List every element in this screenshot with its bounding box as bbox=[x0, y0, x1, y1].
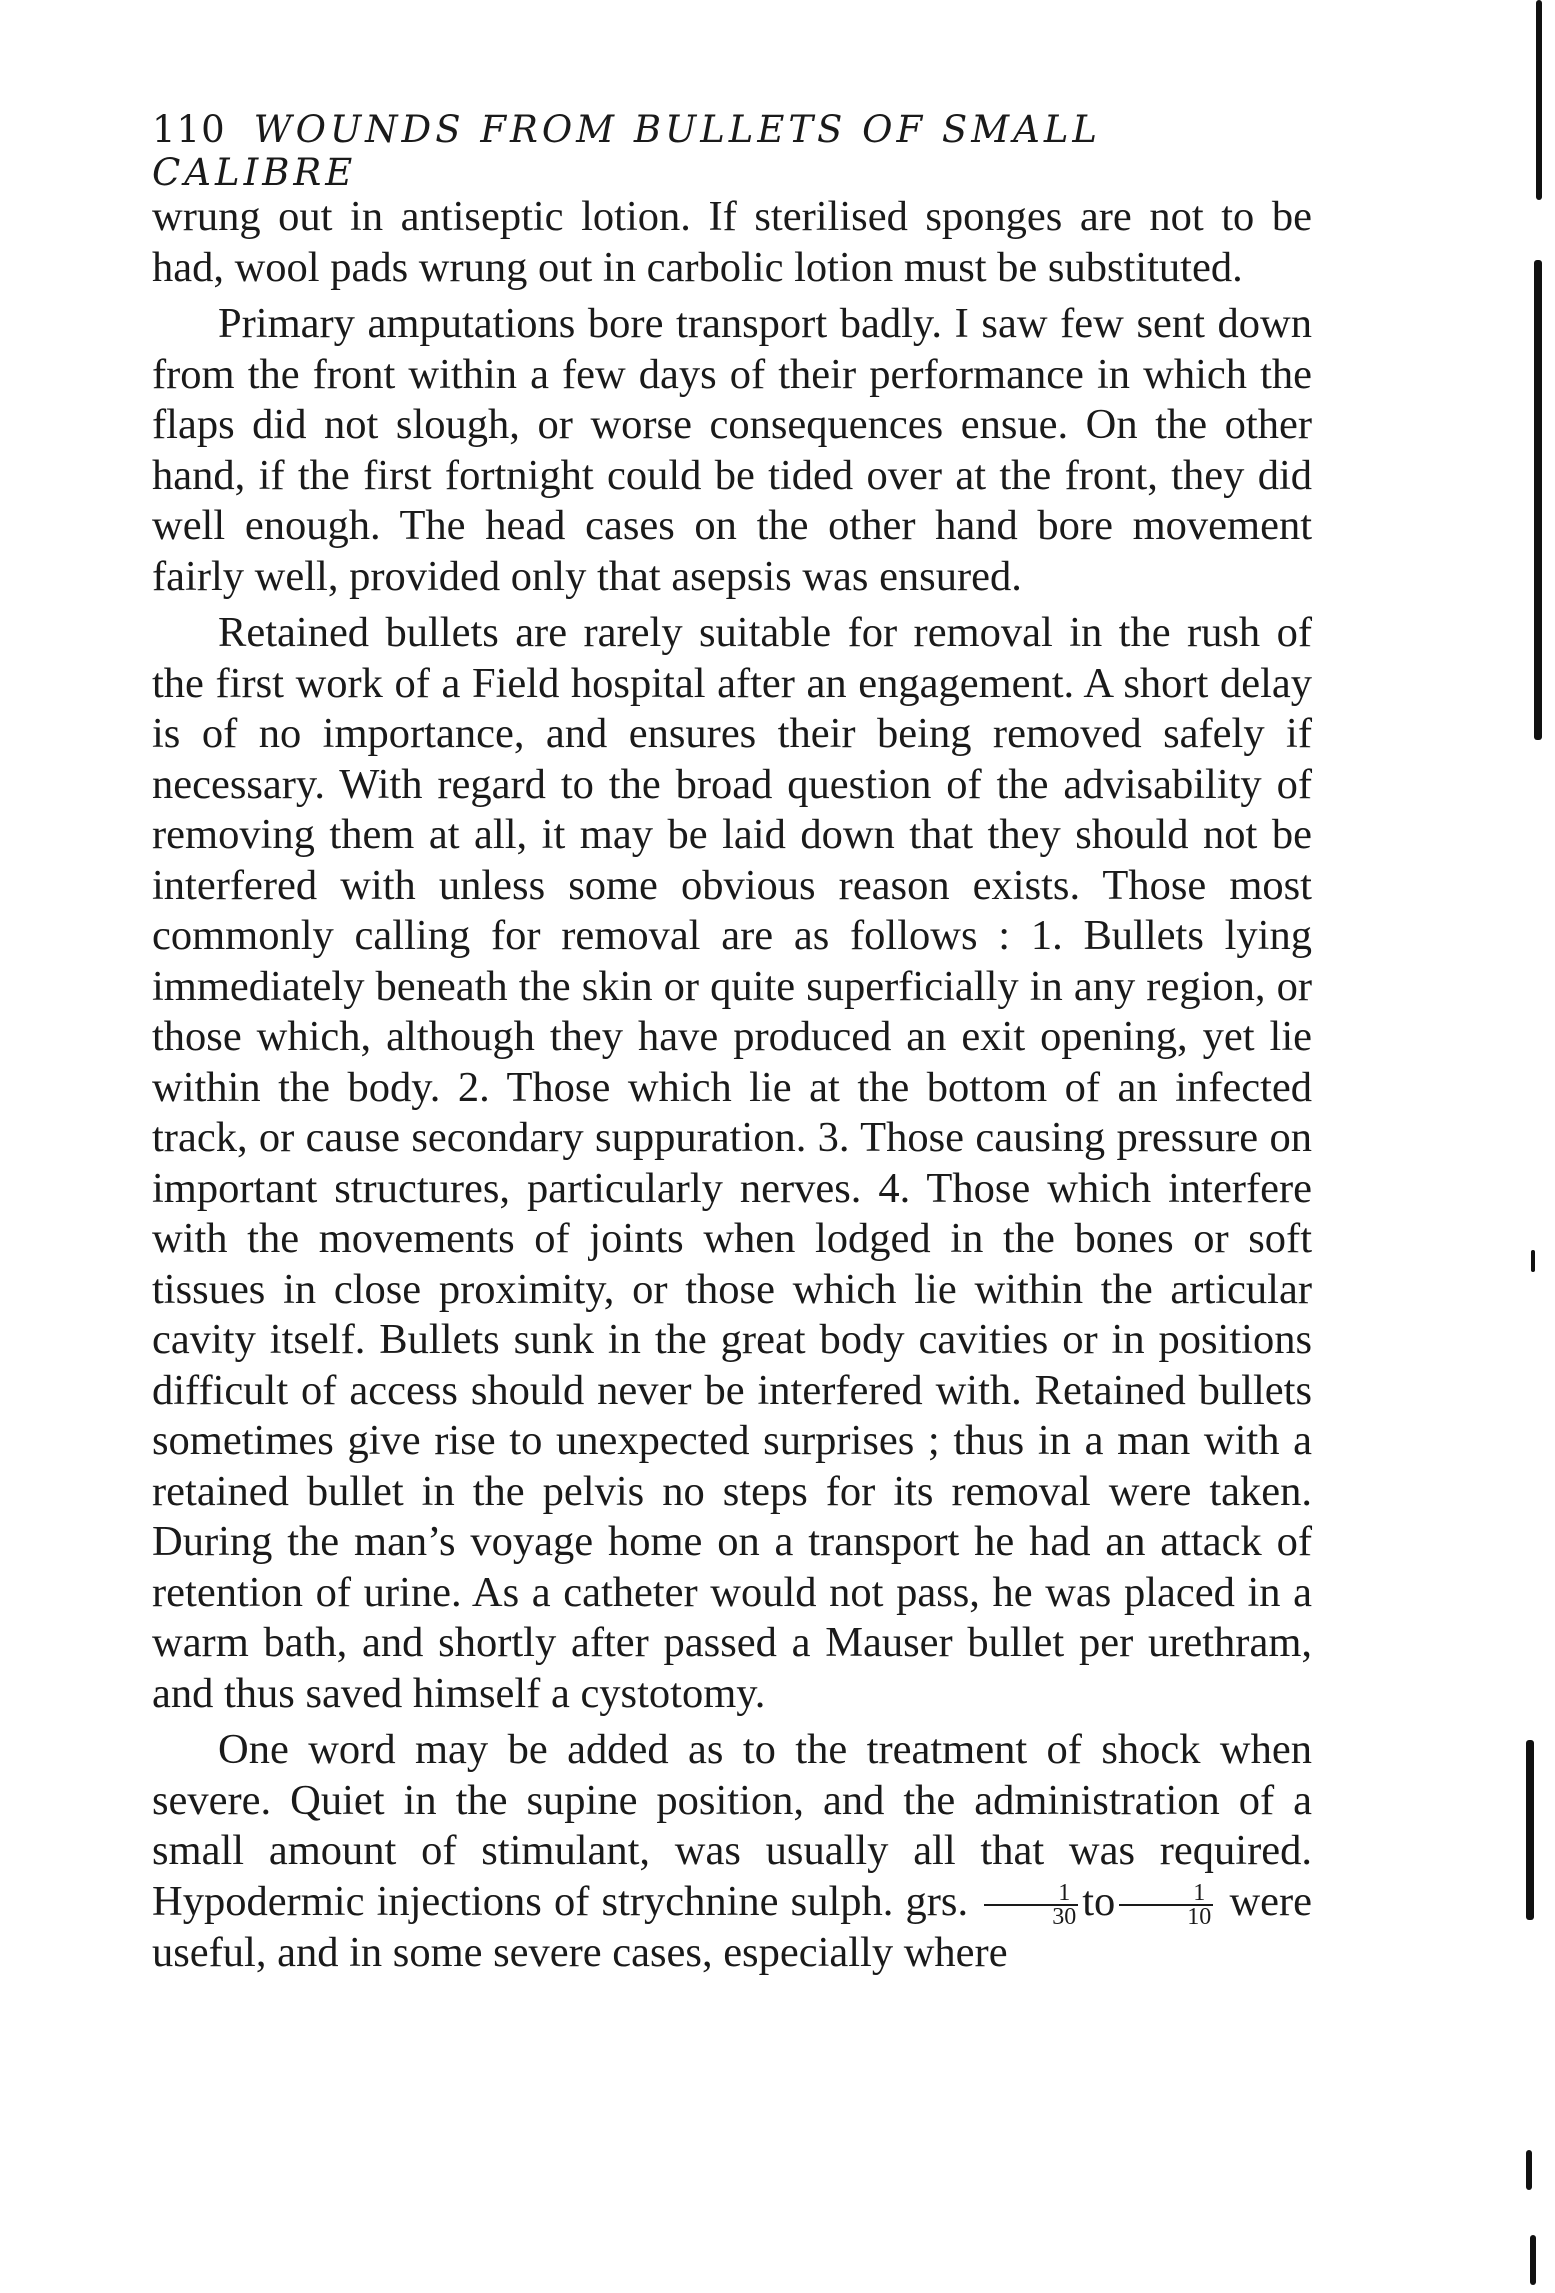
fraction-numerator: 1 bbox=[984, 1882, 1078, 1906]
scan-edge-mark bbox=[1536, 0, 1542, 200]
body-text bbox=[152, 192, 1312, 1984]
shock-text: One word may be added as to the treatment of shock when severe. Quiet in the supine position, and the administration of a small amount of stimulant, was usually all that was required. Hypodermic injections of strychnine sulph. grs. bbox=[152, 1726, 1312, 1925]
running-title: WOUNDS FROM BULLETS OF SMALL CALIBRE bbox=[152, 108, 1101, 194]
paragraph-retained-bullets: Retained bullets are rarely suitable for removal in the rush of the first work of a Field hospital after an engagement. A short delay is of no importance, and ensures their being removed safely if necessary. With regard to the broad question of the advisability of removing them at all, it may be laid down that they should not be interfered with unless some obvious reason exists. Those most commonly calling for removal are as follows : 1. Bullets lying immediately beneath the skin or quite superficially in any region, or those which, although they have produced an exit opening, yet lie within the body. 2. Those which lie at the bottom of an infected track, or cause secondary suppuration. 3. Those causing pressure on important structures, particularly nerves. 4. Those which interfere with the movements of joints when lodged in the bones or soft tissues in close proximity, or those which lie within the articular cavity itself. Bullets sunk in the great body cavities or in positions difficult of access should never be interfered with. Retained bullets sometimes give rise to unexpected surprises ; thus in a man with a retained bullet in the pelvis no steps for its removal were taken. During the man’s voyage home on a transport he had an attack of retention of urine. As a catheter would not pass, he was placed in a warm bath, and shortly after passed a Mauser bullet per urethram, and thus saved himself a cystotomy. bbox=[152, 609, 1312, 1717]
fraction-denominator: 30 bbox=[1052, 1903, 1077, 1930]
running-header bbox=[152, 108, 1312, 194]
scan-edge-mark bbox=[1534, 260, 1542, 740]
scan-edge-mark bbox=[1526, 2150, 1532, 2190]
paragraph-amputations: Primary amputations bore transport badly. I saw few sent down from the front within a few days of their performance in which the flaps did not slough, or worse consequences ensue. On the other hand, if the first fortnight could be tided over at the front, they did well enough. The head cases on the other hand bore movement fairly well, provided only that asepsis was ensured. bbox=[152, 300, 1312, 600]
scan-edge-mark bbox=[1530, 2235, 1536, 2285]
fraction-connector: to bbox=[1082, 1877, 1116, 1925]
shock-text-continued: were useful, and in some severe cases, especially where bbox=[152, 1877, 1313, 1976]
fraction-one-tenth bbox=[1119, 1879, 1213, 1930]
scan-edge-mark bbox=[1526, 1740, 1534, 1920]
paragraph-shock-treatment bbox=[152, 1725, 1312, 1978]
paragraph-continued: wrung out in antiseptic lotion. If sterilised sponges are not to be had, wool pads wrung out in carbolic lotion must be substituted. bbox=[152, 193, 1312, 291]
fraction-numerator: 1 bbox=[1119, 1882, 1213, 1906]
scan-edge-mark bbox=[1531, 1250, 1535, 1272]
page-number: 110 bbox=[152, 108, 226, 151]
fraction-denominator: 10 bbox=[1187, 1903, 1212, 1930]
fraction-one-thirtieth bbox=[984, 1879, 1078, 1930]
